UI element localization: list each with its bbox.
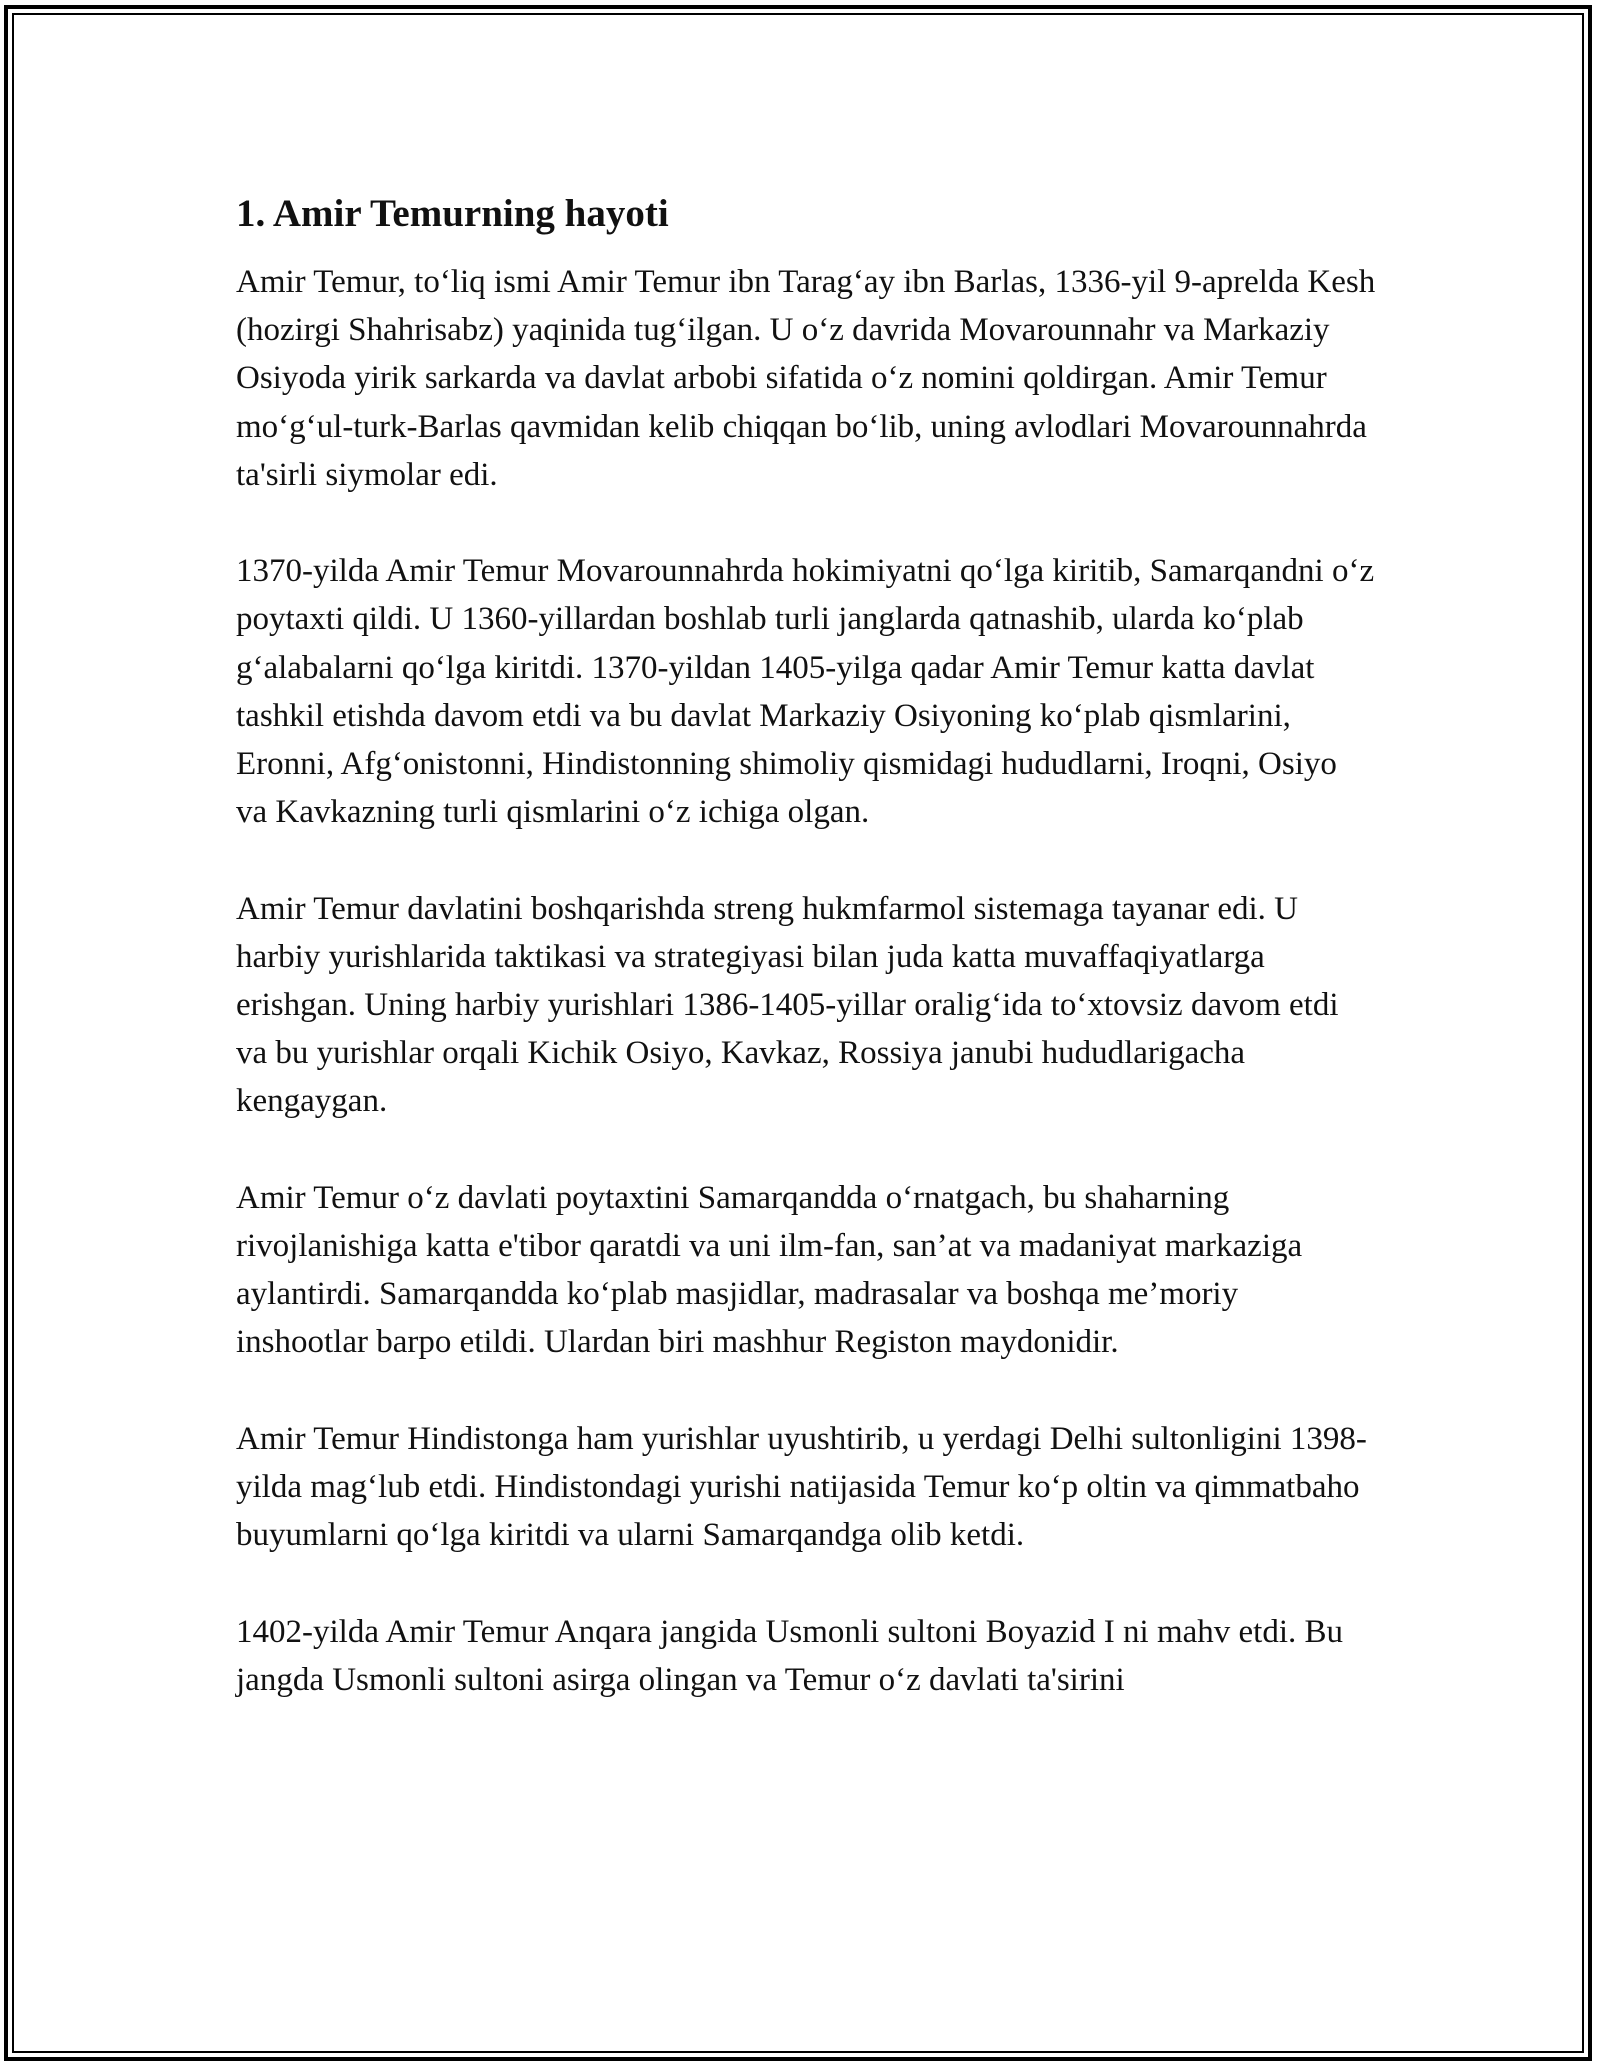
paragraph-1: Amir Temur, to‘liq ismi Amir Temur ibn Tarag‘ay ibn Barlas, 1336-yil 9-aprelda Kesh (hozirgi Shahrisabz) yaqinida tug‘ilgan. U o‘z davrida Movarounnahr va Markaziy Osiyoda yirik sarkarda va davlat arbobi sifatida o‘z nomini qoldirgan. Amir Temur mo‘g‘ul-turk-Barlas qavmidan kelib chiqqan bo‘lib, uning avlodlari Movarounnahrda ta'sirli siymolar edi.: [236, 264, 1376, 493]
paragraph-3: Amir Temur davlatini boshqarishda streng hukmfarmol sistemaga tayanar edi. U harbiy yurishlarida taktikasi va strategiyasi bilan juda katta muvaffaqiyatlarga erishgan. Uning harbiy yurishlari 1386-1405-yillar oralig‘ida to‘xtovsiz davom etdi va bu yurishlar orqali Kichik Osiyo, Kavkaz, Rossiya janubi hududlarigacha kengaygan.: [236, 890, 1339, 1120]
paragraph-4: Amir Temur o‘z davlati poytaxtini Samarqandda o‘rnatgach, bu shaharning rivojlanishiga katta e'tibor qaratdi va uni ilm-fan, san’at va madaniyat markaziga aylantirdi. Samarqandda ko‘plab masjidlar, madrasalar va boshqa me’moriy inshootlar barpo etildi. Ulardan biri mashhur Registon maydonidir.: [236, 1179, 1303, 1361]
paragraph-2: 1370-yilda Amir Temur Movarounnahrda hokimiyatni qo‘lga kiritib, Samarqandni o‘z poytaxti qildi. U 1360-yillardan boshlab turli janglarda qatnashib, ularda ko‘plab g‘alabalarni qo‘lga kiritdi. 1370-yildan 1405-yilga qadar Amir Temur katta davlat tashkil etishda davom etdi va bu davlat Markaziy Osiyoning ko‘plab qismlarini, Eronni, Afg‘onistonni, Hindistonning shimoliy qismidagi hududlarni, Iroqni, Osiyo va Kavkazning turli qismlarini o‘z ichiga olgan.: [236, 553, 1375, 831]
section-heading: 1. Amir Temurning hayoti: [236, 192, 669, 235]
document-body: [236, 186, 1376, 1752]
paragraph-6: 1402-yilda Amir Temur Anqara jangida Usmonli sultoni Boyazid I ni mahv etdi. Bu jangda Usmonli sultoni asirga olingan va Temur o‘z davlati ta'sirini: [236, 1613, 1344, 1698]
paragraph-5: Amir Temur Hindistonga ham yurishlar uyushtirib, u yerdagi Delhi sultonligini 1398-yilda mag‘lub etdi. Hindistondagi yurishi natijasida Temur ko‘p oltin va qimmatbaho buyumlarni qo‘lga kiritdi va ularni Samarqandga olib ketdi.: [236, 1420, 1367, 1554]
